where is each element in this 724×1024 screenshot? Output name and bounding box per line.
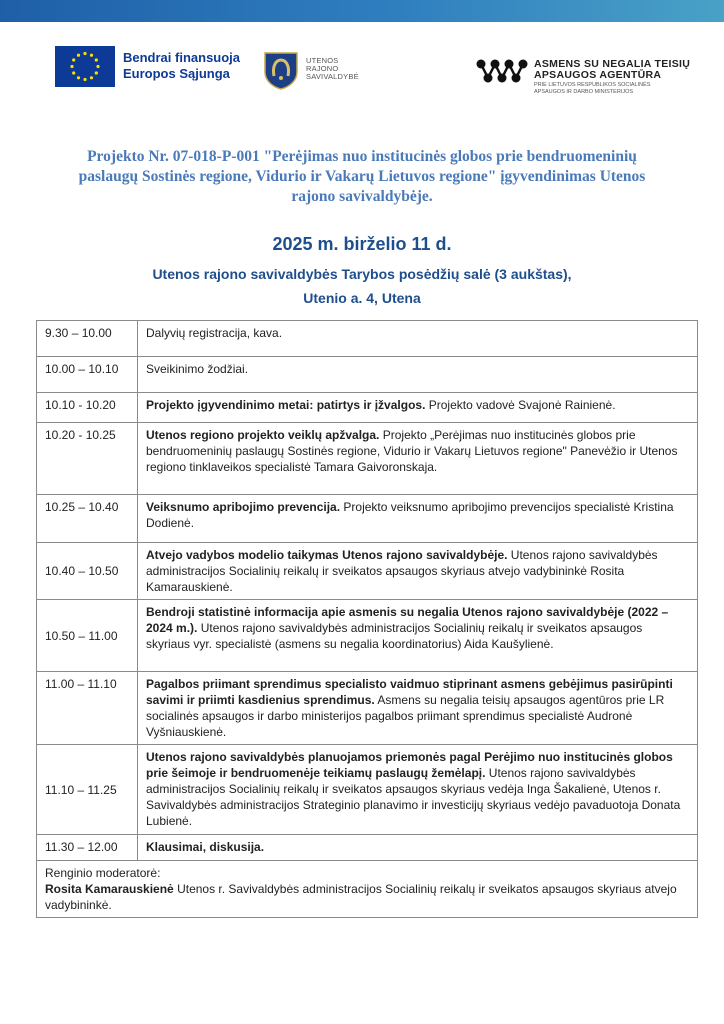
agenda-row — [37, 495, 698, 543]
agenda-time: 11.00 – 11.10 — [37, 672, 138, 745]
agenda-topic: Klausimai, diskusija. — [146, 840, 265, 854]
agenda-desc — [138, 321, 698, 357]
agenda-row — [37, 321, 698, 357]
event-venue — [60, 262, 664, 310]
moderator-row — [37, 861, 698, 918]
agenda-row — [37, 393, 698, 423]
agency-subtitle — [534, 82, 650, 95]
agency-name-line: APSAUGOS AGENTŪRA — [534, 69, 662, 81]
agenda-desc — [138, 543, 698, 600]
agency-sub-line: APSAUGOS IR DARBO MINISTERIJOS — [534, 88, 634, 95]
agenda-row — [37, 357, 698, 393]
agenda-time: 10.00 – 10.10 — [37, 357, 138, 393]
agenda-row — [37, 543, 698, 600]
municipality-line: UTENOS — [306, 56, 339, 65]
agenda-time: 11.10 – 11.25 — [37, 745, 138, 835]
moderator-label: Renginio moderatorė: — [45, 866, 161, 880]
agenda-detail: Utenos rajono savivaldybės administracijos Socialinių reikalų ir sveikatos apsaugos skyriaus vedėja Inga Šakalienė, Utenos r. Savivaldybės administracijos Strateginio planavimo ir investicijų skyriaus vedėjo pavaduotoja Donata Lubienė. — [146, 766, 681, 828]
eu-cofunded-label: Bendrai finansuoja Europos Sąjunga — [123, 50, 241, 81]
agency-sub-line: PRIE LIETUVOS RESPUBLIKOS SOCIALINĖS — [534, 82, 651, 88]
agenda-desc — [138, 495, 698, 543]
municipality-line: RAJONO — [306, 64, 339, 73]
agenda-detail: Projekto „Perėjimas nuo institucinės globos prie bendruomeninių paslaugų Sostinės regione, Vidurio ir Vakarų Lietuvos regione" Panevėžio ir Utenos regiono tinklaveikos specialistė Tamara Gaivoronskaja. — [146, 428, 678, 474]
agency-name-line: ASMENS SU NEGALIA TEISIŲ — [534, 58, 691, 70]
agenda-desc — [138, 357, 698, 393]
top-banner — [0, 0, 724, 22]
agency-name — [534, 59, 690, 81]
agenda-table — [36, 320, 698, 918]
agenda-detail: Asmens su negalia teisių apsaugos agentūros prie LR socialinės apsaugos ir darbo ministerijos pagalbos priimant sprendimus specialistė Audronė Vyšniauskienė. — [146, 693, 665, 739]
project-title: Projekto Nr. 07-018-P-001 "Perėjimas nuo institucinės globos prie bendruomeninių paslaugų Sostinės regione, Vidurio ir Vakarų Lietuvos regione" įgyvendinimas Utenos rajono savivaldybėje. — [78, 148, 646, 205]
municipality-line: SAVIVALDYBĖ — [306, 72, 359, 81]
agenda-detail: Utenos rajono savivaldybės administracijos Socialinių reikalų ir sveikatos apsaugos skyriaus vyr. specialistė (asmens su negalia koordinatorius) Aida Kaušylienė. — [146, 621, 643, 651]
agenda-time: 11.30 – 12.00 — [37, 835, 138, 861]
agenda-row — [37, 423, 698, 495]
agenda-topic: Pagalbos priimant sprendimus specialisto vaidmuo stiprinant asmens gebėjimus pasirūpinti savimi ir priimti kasdienius sprendimus. — [146, 677, 673, 707]
agenda-desc — [138, 393, 698, 423]
agenda-desc — [138, 745, 698, 835]
agenda-time: 10.20 - 10.25 — [37, 423, 138, 495]
municipality-name — [306, 57, 359, 81]
moderator-info — [45, 881, 689, 913]
agenda-topic: Projekto įgyvendinimo metai: patirtys ir įžvalgos. — [146, 398, 426, 412]
eu-flag-icon — [55, 46, 115, 87]
agenda-topic: Veiksnumo apribojimo prevencija. — [146, 500, 341, 514]
agenda-time: 10.50 – 11.00 — [37, 600, 138, 672]
venue-line: Utenos rajono savivaldybės Tarybos posėdžių salė (3 aukštas), — [152, 266, 572, 282]
agenda-detail: Projekto vadovė Svajonė Rainienė. — [425, 398, 616, 412]
utena-crest-icon — [262, 50, 300, 90]
agenda-topic: Bendroji statistinė informacija apie asmenis su negalia Utenos rajono savivaldybėje (2022 – 2024 m.). — [146, 605, 669, 635]
moderator-role: Utenos r. Savivaldybės administracijos Socialinių reikalų ir sveikatos apsaugos skyriaus atvejo vadybininkė. — [45, 882, 677, 912]
agenda-time: 9.30 – 10.00 — [37, 321, 138, 357]
agenda-desc — [138, 423, 698, 495]
event-date: 2025 m. birželio 11 d. — [272, 234, 452, 254]
agenda-time: 10.10 - 10.20 — [37, 393, 138, 423]
agenda-time: 10.40 – 10.50 — [37, 543, 138, 600]
agency-people-icon — [474, 58, 530, 84]
agenda-topic: Utenos regiono projekto veiklų apžvalga. — [146, 428, 380, 442]
agenda-detail: Sveikinimo žodžiai. — [146, 362, 249, 376]
agenda-row — [37, 672, 698, 745]
agenda-topic: Utenos rajono savivaldybės planuojamos priemonės pagal Perėjimo nuo institucinės globos prie šeimoje ir bendruomenėje teikiamų paslaugų žemėlapį. — [146, 750, 673, 780]
agenda-topic: Atvejo vadybos modelio taikymas Utenos rajono savivaldybėje. — [146, 548, 508, 562]
agenda-row — [37, 600, 698, 672]
agenda-time: 10.25 – 10.40 — [37, 495, 138, 543]
agenda-detail: Dalyvių registracija, kava. — [146, 326, 283, 340]
venue-line: Utenio a. 4, Utena — [303, 290, 421, 306]
agenda-desc — [138, 672, 698, 745]
moderator-name: Rosita Kamarauskienė — [45, 882, 174, 896]
agenda-detail: Utenos rajono savivaldybės administracijos Socialinių reikalų ir sveikatos apsaugos skyriaus atvejo vadybininkė Rosita Kamarauskienė. — [146, 548, 658, 594]
agenda-desc — [138, 600, 698, 672]
agenda-desc — [138, 835, 698, 861]
agenda-detail: Projekto veiksnumo apribojimo prevencijos specialistė Kristina Dodienė. — [146, 500, 674, 530]
moderator-cell — [37, 861, 698, 918]
agenda-row — [37, 745, 698, 835]
agenda-row — [37, 835, 698, 861]
